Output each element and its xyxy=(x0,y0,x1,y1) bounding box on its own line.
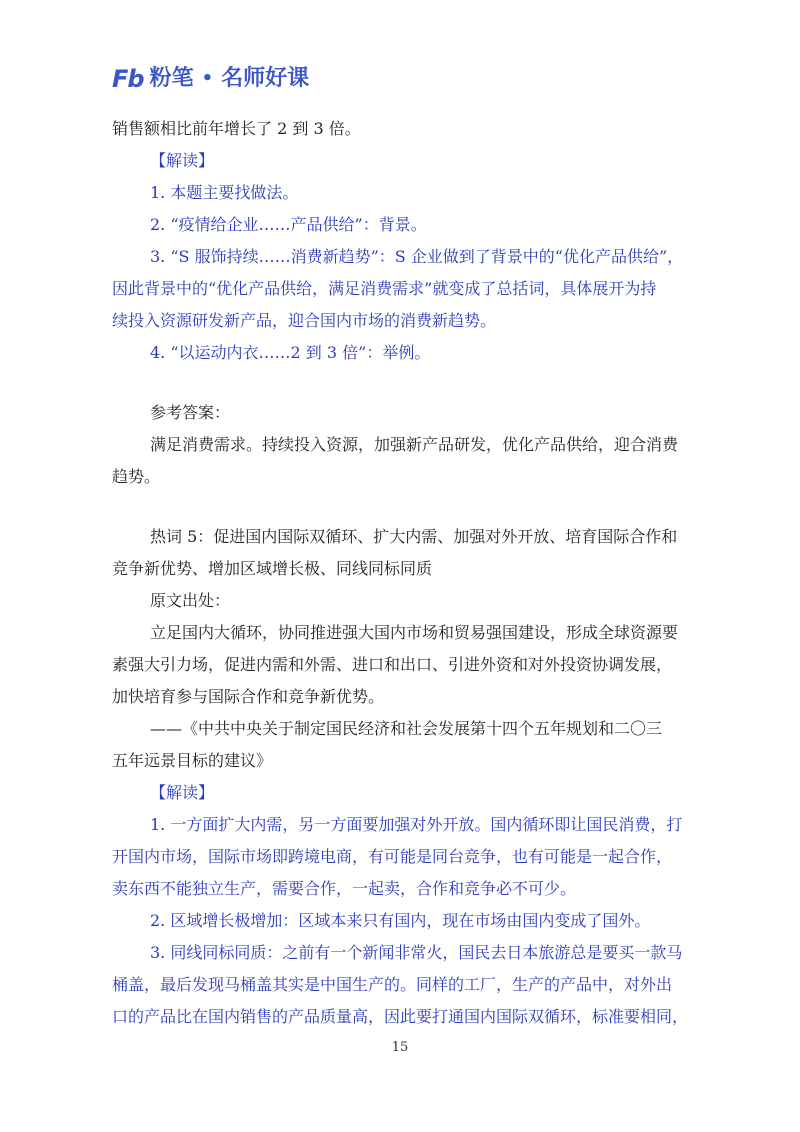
text-line: 4. “以运动内衣……2 到 3 倍”：举例。 xyxy=(150,343,431,362)
text-line: 桶盖，最后发现马桶盖其实是中国生产的。同样的工厂，生产的产品中，对外出 xyxy=(112,975,673,994)
text-line: 卖东西不能独立生产，需要合作，一起卖，合作和竞争必不可少。 xyxy=(112,879,577,898)
text-line: 续投入资源研发新产品，迎合国内市场的消费新趋势。 xyxy=(112,311,497,330)
text-line: 2. “疫情给企业……产品供给”：背景。 xyxy=(150,215,427,234)
text-line: 参考答案： xyxy=(150,403,231,422)
text-line: 竞争新优势、增加区域增长极、同线同标同质 xyxy=(112,559,433,578)
text-line: 素强大引力场，促进内需和外需、进口和出口、引进外资和对外投资协调发展， xyxy=(112,655,673,674)
text-line: 销售额相比前年增长了 2 到 3 倍。 xyxy=(112,119,361,138)
page-number: 15 xyxy=(391,1040,409,1055)
brand-logo xyxy=(112,66,309,92)
text-line: 【解读】 xyxy=(150,151,215,170)
text-line: 开国内市场，国际市场即跨境电商，有可能是同台竞争，也有可能是一起合作， xyxy=(112,847,673,866)
logo-dot: • xyxy=(201,68,214,89)
text-line: 2. 区域增长极增加：区域本来只有国内，现在市场由国内变成了国外。 xyxy=(150,911,651,930)
text-line: 热词 5：促进国内国际双循环、扩大内需、加强对外开放、培育国际合作和 xyxy=(150,527,678,546)
logo-brand: 粉笔 xyxy=(149,66,194,91)
text-line: ——《中共中央关于制定国民经济和社会发展第十四个五年规划和二〇三 xyxy=(150,719,663,738)
text-line: 【解读】 xyxy=(150,783,215,802)
text-line: 3. 同线同标同质：之前有一个新闻非常火，国民去日本旅游总是要买一款马 xyxy=(150,943,683,962)
text-line: 3. “S 服饰持续……消费新趋势”：S 企业做到了背景中的“优化产品供给”， xyxy=(150,247,684,266)
text-line: 原文出处： xyxy=(150,591,231,610)
text-line: 1. 本题主要找做法。 xyxy=(150,183,299,202)
text-line: 立足国内大循环，协同推进强大国内市场和贸易强国建设，形成全球资源要 xyxy=(150,623,679,642)
text-line: 因此背景中的“优化产品供给，满足消费需求”就变成了总括词，具体展开为持 xyxy=(112,279,657,298)
text-line: 口的产品比在国内销售的产品质量高，因此要打通国内国际双循环，标准要相同， xyxy=(112,1007,689,1026)
text-line: 1. 一方面扩大内需，另一方面要加强对外开放。国内循环即让国民消费，打 xyxy=(150,815,683,834)
logo-slogan: 名师好课 xyxy=(221,66,310,91)
text-line: 加快培育参与国际合作和竞争新优势。 xyxy=(112,687,385,706)
text-line: 满足消费需求。持续投入资源，加强新产品研发，优化产品供给，迎合消费 xyxy=(150,435,679,454)
text-line: 五年远景目标的建议》 xyxy=(112,751,273,770)
logo-mark: Fb xyxy=(112,65,144,93)
text-line: 趋势。 xyxy=(112,467,161,486)
